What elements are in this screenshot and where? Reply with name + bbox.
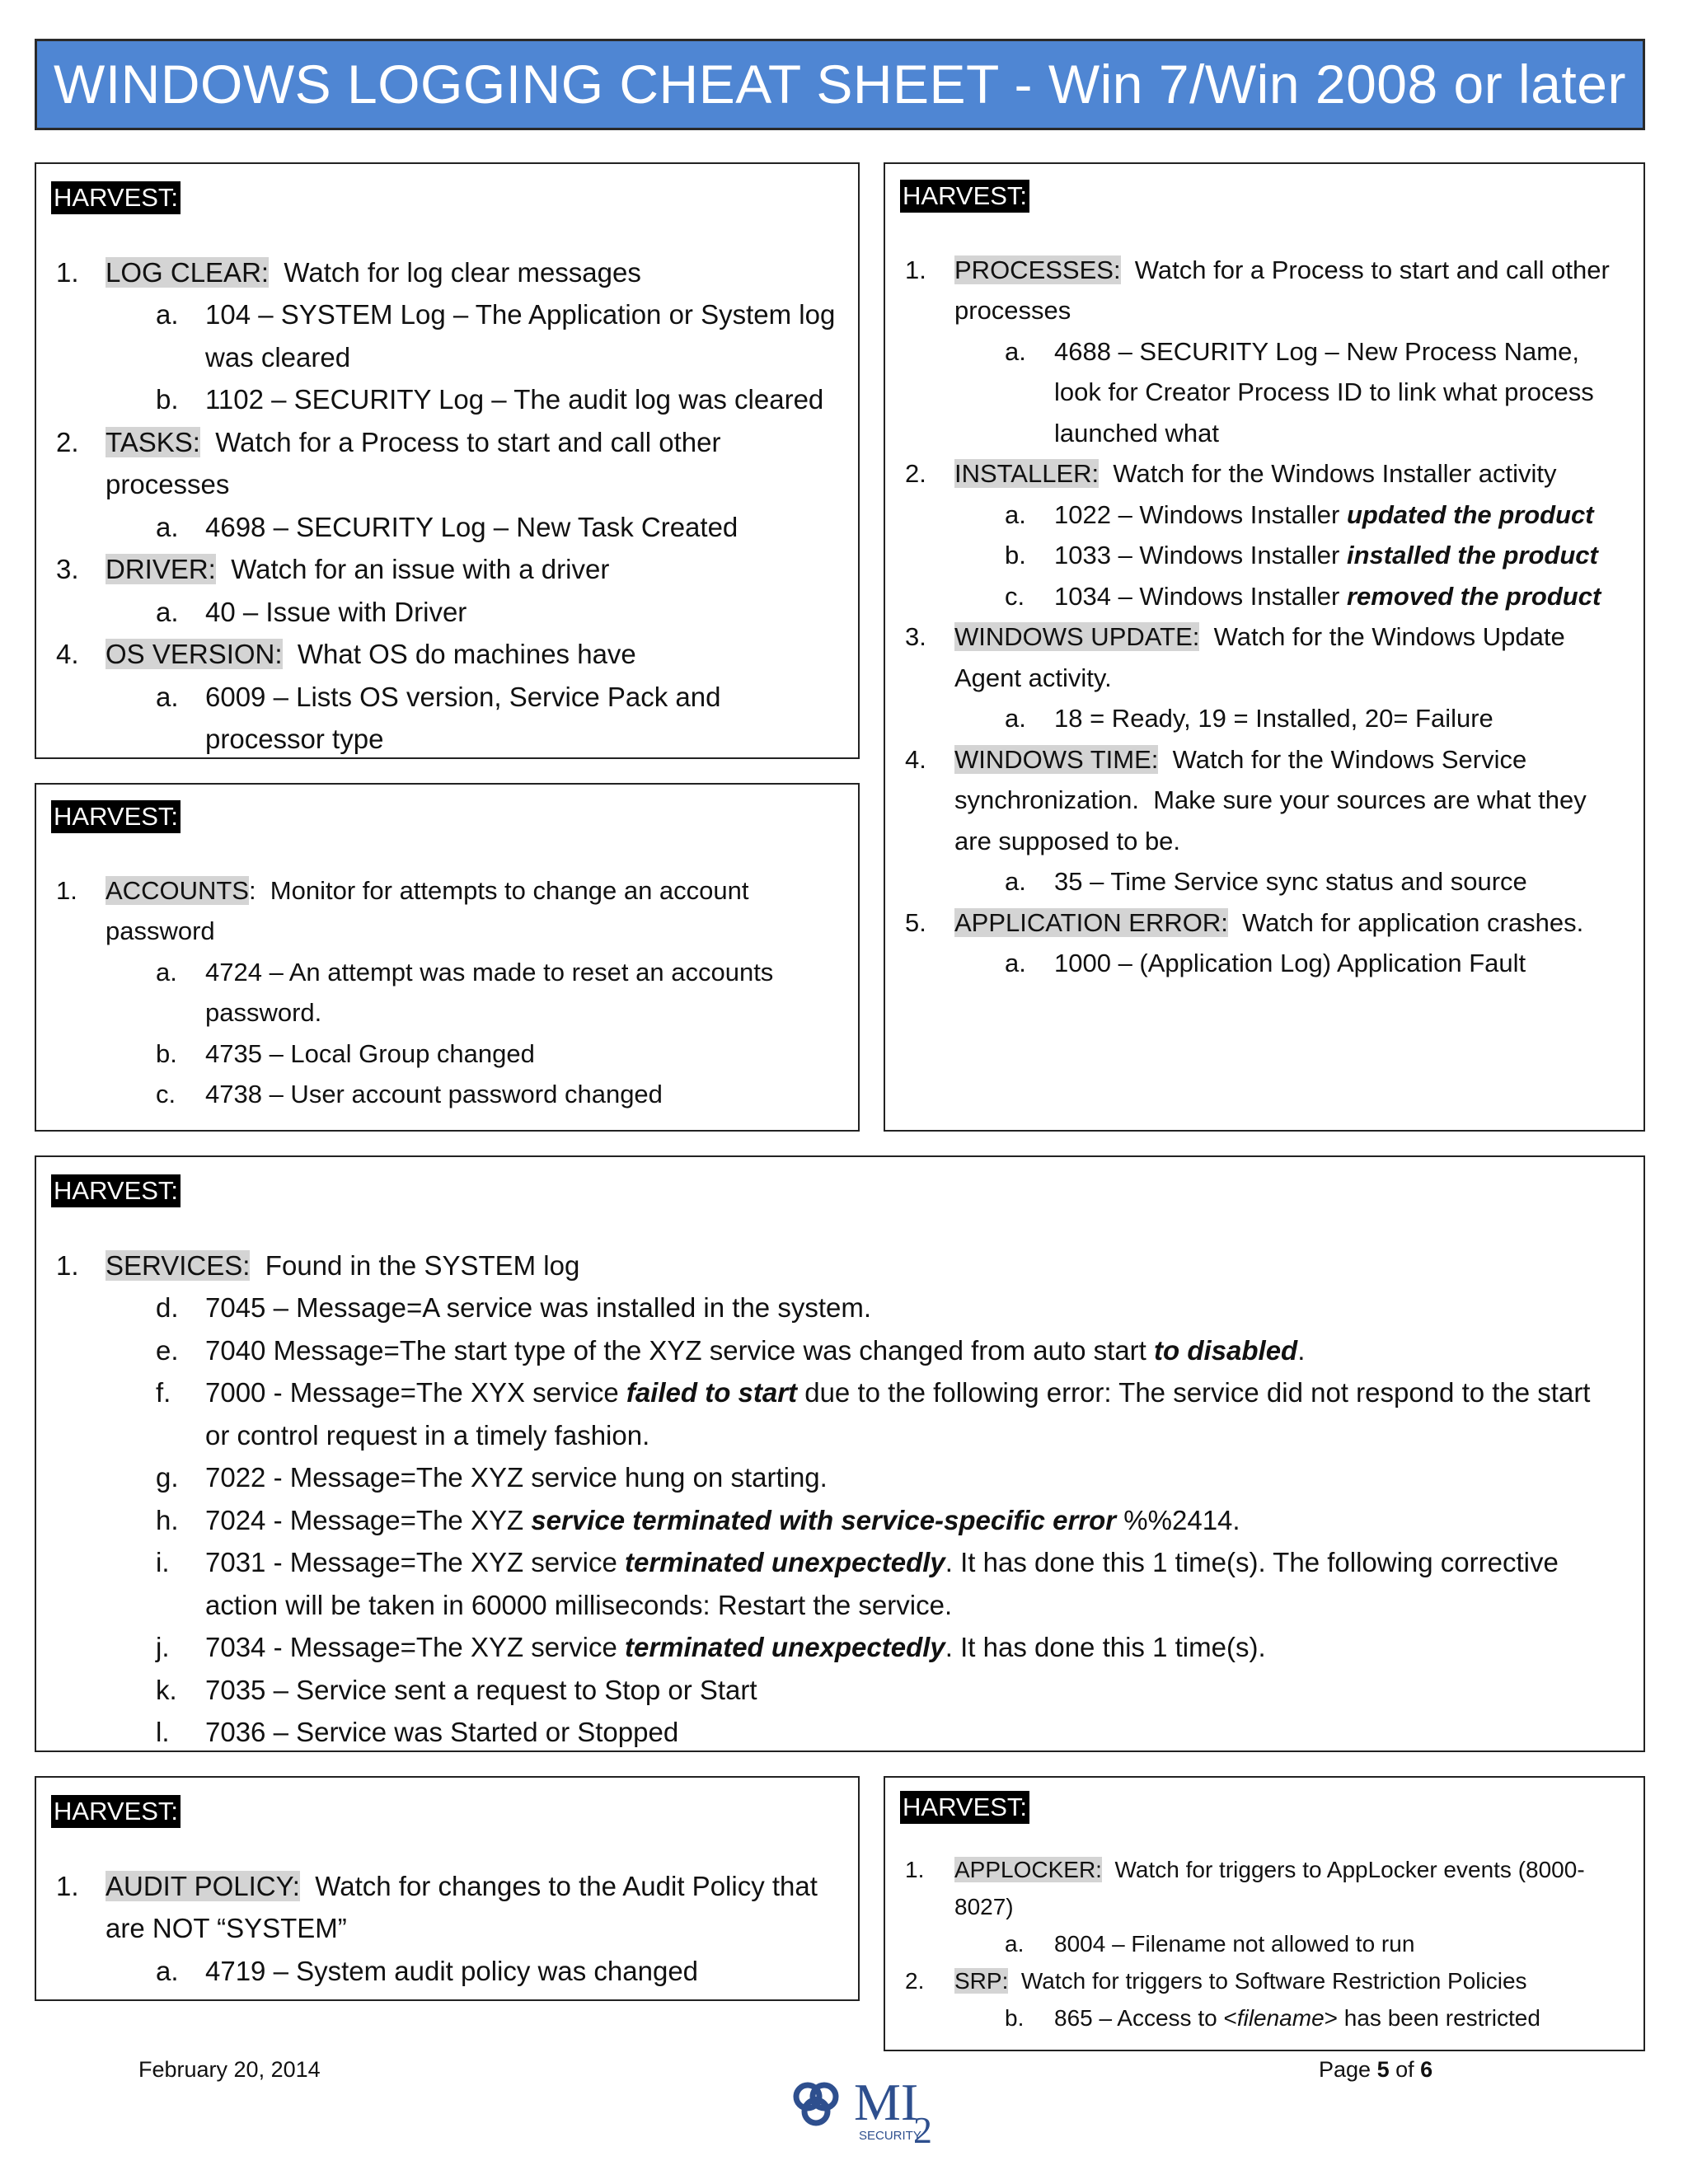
sub-letter: a. (156, 596, 179, 627)
sub-letter: a. (156, 1955, 179, 1986)
item-number: 1. (905, 255, 926, 284)
sub-item (905, 698, 1629, 739)
sub-emphasis: updated the product (1346, 499, 1594, 529)
sub-letter: e. (156, 1334, 179, 1366)
item-text: Watch for log clear messages (269, 256, 641, 288)
sub-item (905, 1925, 1629, 1962)
sub-text: 7031 - Message=The XYZ service (205, 1547, 625, 1577)
sub-item (56, 1950, 840, 1993)
list-item (56, 1865, 840, 1950)
harvest-box-processes (884, 162, 1645, 1132)
item-number: 2. (905, 459, 926, 488)
sub-letter: a. (1005, 1931, 1025, 1957)
harvest-header: HARVEST: (51, 1174, 181, 1207)
sub-letter: l. (156, 1717, 170, 1747)
sub-text: 18 = Ready, 19 = Installed, 20= Failure (1054, 704, 1493, 733)
sub-item (56, 1626, 1619, 1669)
item-label: WINDOWS TIME: (954, 744, 1159, 774)
logo-number: 2 (913, 2109, 932, 2149)
sub-letter: d. (156, 1292, 179, 1323)
sub-letter: b. (1005, 2005, 1025, 2031)
list-item (56, 421, 840, 506)
sub-letter: g. (156, 1462, 179, 1493)
sub-text: 7022 - Message=The XYZ service hung on starting. (205, 1462, 828, 1493)
item-list (56, 1865, 840, 1993)
list-item (56, 633, 840, 676)
item-text: Watch for a Process to start and call other processes (954, 255, 1617, 325)
sub-item (56, 378, 840, 421)
sub-letter: a. (1005, 336, 1026, 366)
list-item (905, 1962, 1629, 1999)
sub-text-tail: . It has done this 1 time(s). (945, 1632, 1266, 1662)
page-of: of (1389, 2057, 1421, 2082)
sub-text: 4735 – Local Group changed (205, 1038, 535, 1068)
item-text: Watch for changes to the Audit Policy that are NOT “SYSTEM” (106, 1870, 826, 1943)
item-label: ACCOUNTS (106, 875, 249, 905)
sub-item (905, 331, 1629, 454)
sub-letter: b. (156, 384, 179, 415)
sub-letter: i. (156, 1547, 170, 1577)
page-number (1319, 2055, 1432, 2083)
item-number: 4. (905, 744, 926, 774)
sub-letter: a. (156, 299, 179, 330)
sub-letter: f. (156, 1377, 171, 1408)
harvest-box-audit-policy (35, 1776, 860, 2001)
item-text: What OS do machines have (282, 639, 636, 669)
logo-text: MI (854, 2073, 919, 2131)
item-label: APPLOCKER: (954, 1857, 1102, 1882)
sub-letter: c. (156, 1080, 176, 1108)
sub-item (56, 676, 840, 761)
sub-emphasis: service terminated with service-specific error (531, 1504, 1117, 1535)
sub-item (905, 535, 1629, 576)
sub-item (56, 1499, 1619, 1542)
sub-item (905, 861, 1629, 902)
sub-text: 1000 – (Application Log) Application Fault (1054, 949, 1526, 977)
item-list (905, 1851, 1629, 2036)
sub-text: 7036 – Service was Started or Stopped (205, 1717, 679, 1747)
item-number: 1. (905, 1857, 925, 1882)
sub-letter: a. (1005, 867, 1026, 896)
item-label: DRIVER: (106, 554, 216, 584)
sub-emphasis: filename (1236, 2005, 1325, 2031)
sub-item (905, 943, 1629, 984)
item-list (56, 251, 840, 761)
sub-text: 4688 – SECURITY Log – New Process Name, look for Creator Process ID to link what process launched what (1054, 336, 1594, 448)
list-item (905, 616, 1629, 698)
list-item (56, 548, 840, 591)
item-number: 1. (56, 1870, 79, 1901)
sub-emphasis: to disabled (1154, 1334, 1298, 1366)
page-prefix: Page (1319, 2057, 1377, 2082)
item-number: 3. (56, 554, 79, 584)
item-label: TASKS: (106, 426, 200, 457)
sub-text-tail: > has been restricted (1324, 2005, 1540, 2031)
sub-text-tail: . It has done this 1 time(s). The following corrective action will be taken in 60000 milliseconds: Restart the service. (205, 1547, 1566, 1620)
item-list (56, 1244, 1619, 1754)
sub-emphasis: removed the product (1346, 581, 1601, 611)
sub-item (56, 506, 840, 549)
item-number: 1. (56, 1249, 79, 1281)
item-label: SRP: (954, 1968, 1009, 1994)
sub-item (56, 1669, 1619, 1712)
sub-text: 7035 – Service sent a request to Stop or Start (205, 1674, 757, 1705)
sub-letter: b. (156, 1038, 177, 1068)
sub-text: 7045 – Message=A service was installed in the system. (205, 1292, 872, 1323)
sub-emphasis: failed to start (626, 1377, 798, 1408)
list-item (905, 1851, 1629, 1925)
sub-letter: j. (156, 1632, 170, 1662)
harvest-header: HARVEST: (900, 180, 1029, 213)
sub-item (56, 1371, 1619, 1456)
sub-item (56, 293, 840, 378)
sub-letter: k. (156, 1674, 177, 1705)
sub-letter: a. (156, 957, 177, 987)
sub-item (56, 1456, 1619, 1499)
sub-text: 1022 – Windows Installer (1054, 499, 1347, 529)
sub-text: 6009 – Lists OS version, Service Pack and processor type (205, 681, 721, 754)
sub-item (56, 1329, 1619, 1372)
item-text: Watch for the Windows Installer activity (1099, 459, 1557, 488)
sub-text: 7040 Message=The start type of the XYZ service was changed from auto start (205, 1334, 1155, 1366)
item-label: INSTALLER: (954, 459, 1100, 488)
item-number: 5. (905, 907, 926, 937)
sub-letter: a. (1005, 949, 1026, 977)
list-item (905, 250, 1629, 331)
sub-text: 1034 – Windows Installer (1054, 581, 1347, 611)
item-label: SERVICES: (106, 1249, 251, 1281)
list-item (905, 453, 1629, 494)
page-current: 5 (1376, 2057, 1390, 2082)
sub-emphasis: terminated unexpectedly (625, 1547, 945, 1577)
page-title: WINDOWS LOGGING CHEAT SHEET - Win 7/Win 2008 or later (35, 39, 1645, 130)
sub-text: 35 – Time Service sync status and source (1054, 867, 1527, 896)
sub-emphasis: installed the product (1346, 541, 1598, 569)
sub-text: 4698 – SECURITY Log – New Task Created (205, 511, 738, 542)
list-item (905, 739, 1629, 862)
sub-text: 7000 - Message=The XYX service (205, 1377, 626, 1408)
harvest-box-applocker (884, 1776, 1645, 2051)
item-number: 2. (905, 1968, 925, 1994)
sub-text: 865 – Access to < (1054, 2005, 1237, 2031)
item-text: Found in the SYSTEM log (250, 1249, 580, 1281)
sub-letter: a. (1005, 499, 1026, 529)
sub-letter: a. (156, 681, 179, 712)
sub-item (56, 1711, 1619, 1754)
item-label: PROCESSES: (954, 255, 1121, 284)
sub-letter: h. (156, 1504, 179, 1535)
harvest-box-services (35, 1155, 1645, 1752)
sub-text: 4719 – System audit policy was changed (205, 1955, 699, 1986)
list-item (905, 902, 1629, 944)
harvest-box-accounts (35, 783, 860, 1132)
harvest-header: HARVEST: (51, 800, 181, 833)
item-text: Watch for triggers to AppLocker events (8000-8027) (954, 1857, 1585, 1919)
item-label: WINDOWS UPDATE: (954, 622, 1200, 651)
sub-text: 8004 – Filename not allowed to run (1054, 1931, 1415, 1957)
sub-item (905, 494, 1629, 536)
item-text: Watch for application crashes. (1227, 907, 1584, 937)
harvest-header: HARVEST: (51, 181, 181, 214)
sub-text-tail: . (1297, 1334, 1306, 1366)
logo-subtext: SECURITY (859, 2129, 921, 2143)
item-text: Watch for the Windows Update Agent activity. (954, 622, 1571, 692)
item-number: 2. (56, 426, 79, 457)
sub-item (56, 952, 840, 1033)
item-text: Watch for triggers to Software Restriction Policies (1008, 1968, 1527, 1994)
item-number: 3. (905, 622, 926, 651)
item-label: OS VERSION: (106, 639, 283, 669)
sub-item (56, 1033, 840, 1075)
page-total: 6 (1420, 2057, 1433, 2082)
sub-letter: b. (1005, 541, 1026, 569)
item-text: Watch for an issue with a driver (215, 554, 610, 584)
item-text: Watch for a Process to start and call other processes (106, 426, 729, 499)
sub-text: 7034 - Message=The XYZ service (205, 1632, 625, 1662)
item-text: Watch for the Windows Service synchronization. Make sure your sources are what they are supposed to be. (954, 744, 1594, 855)
list-item (56, 870, 840, 952)
sub-text-tail: %%2414. (1116, 1504, 1240, 1535)
item-label: LOG CLEAR: (106, 256, 270, 288)
sub-item (56, 1286, 1619, 1329)
item-text: : Monitor for attempts to change an account password (106, 875, 757, 945)
sub-letter: a. (156, 511, 179, 542)
harvest-box-log-clear (35, 162, 860, 759)
sub-item (905, 1999, 1629, 2036)
sub-text: 4738 – User account password changed (205, 1080, 663, 1108)
harvest-header: HARVEST: (51, 1795, 181, 1828)
harvest-header: HARVEST: (900, 1791, 1029, 1824)
list-item (56, 251, 840, 294)
sub-text: 40 – Issue with Driver (205, 596, 467, 627)
sub-item (56, 591, 840, 634)
biohazard-emblem-icon (783, 2067, 948, 2149)
sub-text: 4724 – An attempt was made to reset an accounts password. (205, 957, 774, 1027)
sub-emphasis: terminated unexpectedly (625, 1632, 945, 1662)
sub-item (56, 1074, 840, 1115)
item-number: 4. (56, 639, 79, 669)
item-label: AUDIT POLICY: (106, 1870, 300, 1901)
sub-text: 1102 – SECURITY Log – The audit log was cleared (205, 384, 824, 415)
sub-text: 7024 - Message=The XYZ (205, 1504, 532, 1535)
sub-item (905, 576, 1629, 617)
footer-date: February 20, 2014 (138, 2057, 321, 2082)
sub-letter: c. (1005, 581, 1025, 611)
list-item (56, 1244, 1619, 1287)
sub-item (56, 1541, 1619, 1626)
sub-letter: a. (1005, 704, 1026, 733)
item-list (56, 870, 840, 1115)
sub-text: 1033 – Windows Installer (1054, 541, 1347, 569)
item-label: APPLICATION ERROR: (954, 907, 1228, 937)
sub-text: 104 – SYSTEM Log – The Application or System log was cleared (205, 299, 836, 373)
item-list (905, 250, 1629, 984)
item-number: 1. (56, 875, 77, 905)
company-logo (783, 2067, 948, 2149)
item-number: 1. (56, 256, 79, 288)
sub-text-tail: due to the following error: The service did not respond to the start or control request in a timely fashion. (205, 1377, 1598, 1451)
